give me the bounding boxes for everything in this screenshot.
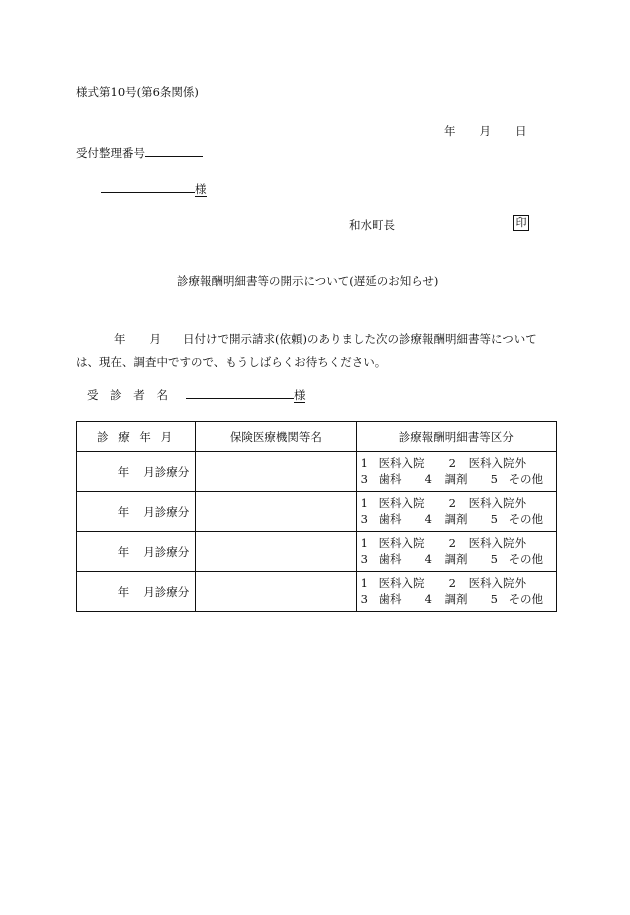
receipt-number-field bbox=[76, 144, 203, 161]
claim-type-cell: 1 医科入院 2 医科入院外 3 歯科 4 調剤 5 その他 bbox=[356, 452, 556, 492]
form-number: 様式第10号(第6条関係) bbox=[76, 85, 199, 99]
date-year: 年 bbox=[444, 124, 456, 138]
table-row bbox=[77, 452, 557, 492]
date-line bbox=[444, 123, 527, 139]
issuer-name: 和水町長 bbox=[349, 218, 395, 232]
addressee-suffix: 様 bbox=[195, 182, 207, 196]
patient-name-blank bbox=[186, 386, 294, 399]
institution-cell bbox=[196, 452, 356, 492]
document-title: 診療報酬明細書等の開示について(遅延のお知らせ) bbox=[177, 274, 439, 288]
claim-table bbox=[76, 421, 557, 612]
period-cell: 年 月診療分 bbox=[77, 452, 196, 492]
body-year: 年 bbox=[114, 332, 126, 346]
institution-cell bbox=[196, 492, 356, 532]
addressee-field bbox=[101, 180, 207, 197]
receipt-label: 受付整理番号 bbox=[76, 146, 145, 160]
header-period: 診 療 年 月 bbox=[77, 422, 196, 452]
period-cell: 年 月診療分 bbox=[77, 572, 196, 612]
claim-type-cell: 1 医科入院 2 医科入院外 3 歯科 4 調剤 5 その他 bbox=[356, 572, 556, 612]
claim-type-cell: 1 医科入院 2 医科入院外 3 歯科 4 調剤 5 その他 bbox=[356, 492, 556, 532]
patient-name-field bbox=[87, 386, 305, 403]
patient-label: 受 診 者 名 bbox=[87, 388, 172, 402]
table-row bbox=[77, 492, 557, 532]
claim-type-cell: 1 医科入院 2 医科入院外 3 歯科 4 調剤 5 その他 bbox=[356, 532, 556, 572]
period-cell: 年 月診療分 bbox=[77, 532, 196, 572]
patient-suffix: 様 bbox=[293, 388, 306, 402]
institution-cell bbox=[196, 532, 356, 572]
table-row bbox=[77, 572, 557, 612]
receipt-number-blank bbox=[145, 144, 203, 157]
period-cell: 年 月診療分 bbox=[77, 492, 196, 532]
body-month: 月 bbox=[149, 332, 161, 346]
date-day: 日 bbox=[515, 124, 527, 138]
date-month: 月 bbox=[479, 124, 491, 138]
header-claim-type: 診療報酬明細書等区分 bbox=[356, 422, 556, 452]
body-paragraph bbox=[76, 328, 556, 374]
institution-cell bbox=[196, 572, 356, 612]
header-institution: 保険医療機関等名 bbox=[196, 422, 356, 452]
table-header-row bbox=[77, 422, 557, 452]
addressee-blank bbox=[101, 180, 195, 193]
body-text: 日付けで開示請求(依頼)のありました次の診療報酬明細書等については、現在、調査中ですので、もうしばらくお待ちください。 bbox=[76, 332, 537, 369]
seal-mark: 印 bbox=[513, 215, 529, 231]
table-row bbox=[77, 532, 557, 572]
